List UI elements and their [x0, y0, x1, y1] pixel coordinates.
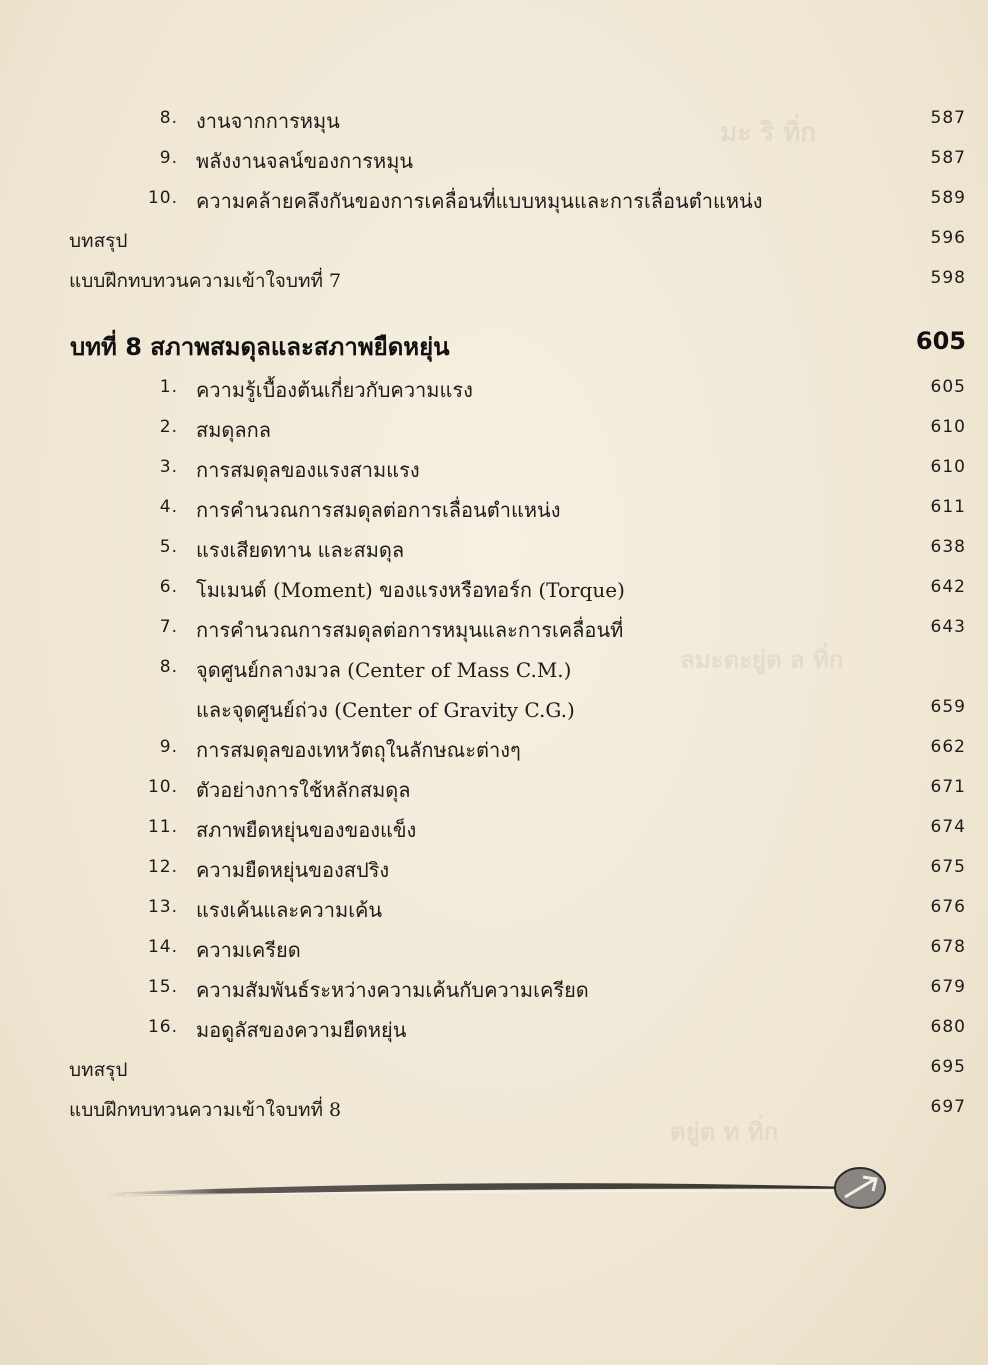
item-title: ความรู้เบื้องต้นเกี่ยวกับความแรง — [196, 378, 473, 402]
item-number: 9. — [159, 148, 178, 168]
exercise-page: 697 — [930, 1097, 966, 1117]
toc-row-continuation[interactable] — [0, 688, 988, 728]
item-number: 11. — [147, 817, 178, 837]
item-page: 605 — [930, 377, 966, 397]
item-title: แรงเค้นและความเค้น — [196, 898, 383, 922]
item-title: งานจากการหมุน — [196, 109, 340, 133]
item-title: การคำนวณการสมดุลต่อการหมุนและการเคลื่อนที่ — [196, 618, 624, 642]
item-number: 9. — [159, 737, 178, 757]
toc-row[interactable] — [0, 888, 988, 928]
item-title: มอดูลัสของความยืดหยุ่น — [196, 1018, 407, 1042]
toc-row[interactable] — [0, 728, 988, 768]
item-page: 638 — [930, 537, 966, 557]
item-title: สภาพยืดหยุ่นของของแข็ง — [196, 818, 417, 842]
item-number: 10. — [147, 777, 178, 797]
arrow-tip-icon — [835, 1168, 885, 1208]
item-page: 676 — [930, 897, 966, 917]
item-number: 15. — [147, 977, 178, 997]
item-title: โมเมนต์ (Moment) ของแรงหรือทอร์ก (Torque) — [196, 578, 625, 602]
item-page: 587 — [930, 108, 966, 128]
exercise-page: 598 — [930, 268, 966, 288]
item-page: 611 — [930, 497, 966, 517]
toc-row-exercise[interactable] — [0, 259, 988, 299]
item-title: การสมดุลของแรงสามแรง — [196, 458, 420, 482]
item-page: 589 — [930, 188, 966, 208]
item-page: 680 — [930, 1017, 966, 1037]
item-number: 8. — [159, 657, 178, 677]
item-page: 662 — [930, 737, 966, 757]
item-number: 14. — [147, 937, 178, 957]
toc-row[interactable] — [0, 448, 988, 488]
item-page: 671 — [930, 777, 966, 797]
item-title: การสมดุลของเทหวัตถุในลักษณะต่างๆ — [196, 738, 521, 762]
toc-row-summary[interactable] — [0, 1048, 988, 1088]
item-title: พลังงานจลน์ของการหมุน — [196, 149, 414, 173]
toc-row[interactable] — [0, 99, 988, 139]
chapter-title: บทที่ 8 สภาพสมดุลและสภาพยืดหยุ่น — [70, 333, 450, 361]
summary-title: บทสรุป — [69, 230, 128, 252]
toc-row[interactable] — [0, 1008, 988, 1048]
toc-row[interactable] — [0, 648, 988, 688]
item-title: จุดศูนย์กลางมวล (Center of Mass C.M.) — [196, 658, 572, 682]
toc-row[interactable] — [0, 848, 988, 888]
item-title: และจุดศูนย์ถ่วง (Center of Gravity C.G.) — [196, 698, 575, 722]
item-number: 8. — [159, 108, 178, 128]
toc-row[interactable] — [0, 608, 988, 648]
bleed-through-text: ตยู่ต ท ทิ่ก — [670, 1117, 779, 1146]
item-page: 659 — [930, 697, 966, 717]
item-page: 587 — [930, 148, 966, 168]
item-page: 610 — [930, 417, 966, 437]
item-title: ความยืดหยุ่นของสปริง — [196, 858, 390, 882]
toc-row[interactable] — [0, 368, 988, 408]
item-title: การคำนวณการสมดุลต่อการเลื่อนตำแหน่ง — [196, 498, 561, 522]
toc-row[interactable] — [0, 808, 988, 848]
item-title: ความสัมพันธ์ระหว่างความเค้นกับความเครียด — [196, 978, 589, 1002]
item-number: 6. — [159, 577, 178, 597]
item-page: 675 — [930, 857, 966, 877]
toc-row[interactable] — [0, 968, 988, 1008]
item-page: 643 — [930, 617, 966, 637]
toc-row-summary[interactable] — [0, 219, 988, 259]
item-number: 2. — [159, 417, 178, 437]
item-number: 16. — [147, 1017, 178, 1037]
item-page: 679 — [930, 977, 966, 997]
item-number: 4. — [159, 497, 178, 517]
item-number: 3. — [159, 457, 178, 477]
item-title: ตัวอย่างการใช้หลักสมดุล — [196, 778, 411, 802]
toc-row[interactable] — [0, 488, 988, 528]
toc-row[interactable] — [0, 408, 988, 448]
item-title: สมดุลกล — [196, 418, 271, 442]
toc-row[interactable] — [0, 179, 988, 219]
item-page: 674 — [930, 817, 966, 837]
item-number: 5. — [159, 537, 178, 557]
toc-row[interactable] — [0, 768, 988, 808]
item-page: 610 — [930, 457, 966, 477]
item-page: 642 — [930, 577, 966, 597]
decorative-divider — [95, 1167, 895, 1211]
toc-row[interactable] — [0, 528, 988, 568]
item-number: 7. — [159, 617, 178, 637]
summary-page: 695 — [930, 1057, 966, 1077]
item-number: 13. — [147, 897, 178, 917]
summary-page: 596 — [930, 228, 966, 248]
item-number: 1. — [159, 377, 178, 397]
summary-title: บทสรุป — [69, 1059, 128, 1081]
toc-row-exercise[interactable] — [0, 1088, 988, 1128]
toc-row[interactable] — [0, 568, 988, 608]
item-number: 10. — [147, 188, 178, 208]
exercise-title: แบบฝึกทบทวนความเข้าใจบทที่ 7 — [69, 270, 342, 292]
item-page: 678 — [930, 937, 966, 957]
bleed-through-text: มะ ริ ทิ่ก — [720, 118, 817, 148]
item-title: ความคล้ายคลึงกันของการเคลื่อนที่แบบหมุนและการเลื่อนตำแหน่ง — [196, 189, 763, 213]
chapter-heading[interactable] — [0, 325, 988, 369]
bleed-through-text: ลมะตะยู่ต ล ทิ่ก — [680, 645, 844, 674]
chapter-page: 605 — [915, 327, 966, 355]
exercise-title: แบบฝึกทบทวนความเข้าใจบทที่ 8 — [69, 1099, 342, 1121]
item-number: 12. — [147, 857, 178, 877]
toc-row[interactable] — [0, 928, 988, 968]
item-title: ความเครียด — [196, 938, 301, 962]
toc-row[interactable] — [0, 139, 988, 179]
item-title: แรงเสียดทาน และสมดุล — [196, 538, 405, 562]
